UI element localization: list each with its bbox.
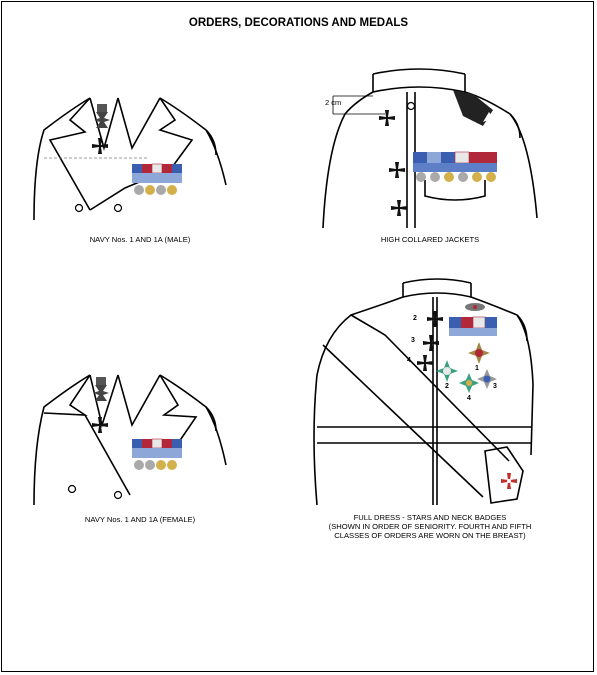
navy-female-jacket-drawing [30, 365, 250, 510]
star-number-2: 2 [445, 383, 449, 390]
high-collar-jacket-drawing [315, 68, 545, 233]
navy-male-panel [30, 70, 250, 244]
navy-male-caption: NAVY Nos. 1 AND 1A (MALE) [89, 235, 191, 244]
page-title: ORDERS, DECORATIONS AND MEDALS [188, 17, 409, 29]
full-dress-caption-line-3: CLASSES OF ORDERS ARE WORN ON THE BREAST) [334, 531, 526, 540]
star-number-4: 4 [467, 395, 471, 402]
full-dress-caption [295, 513, 565, 540]
high-collar-panel [315, 68, 545, 243]
full-dress-caption-line-2: (SHOWN IN ORDER OF SENIORITY. FOURTH AND FIFTH [328, 522, 532, 531]
navy-male-jacket-drawing [30, 70, 250, 230]
neck-badge-number-3: 3 [411, 337, 415, 344]
full-dress-caption-line-1: FULL DRESS - STARS AND NECK BADGES [353, 513, 507, 522]
measure-label: 2 cm [325, 98, 342, 107]
star-number-3: 3 [493, 383, 497, 390]
star-number-1: 1 [475, 365, 479, 372]
neck-badge-number-2: 2 [413, 315, 417, 322]
full-dress-panel [295, 275, 565, 555]
high-collar-caption: HIGH COLLARED JACKETS [380, 235, 480, 244]
full-dress-jacket-drawing [295, 275, 565, 510]
navy-female-panel [30, 365, 250, 530]
neck-badge-number-4: 4 [407, 357, 411, 364]
navy-female-caption: NAVY Nos. 1 AND 1A (FEMALE) [84, 515, 196, 524]
